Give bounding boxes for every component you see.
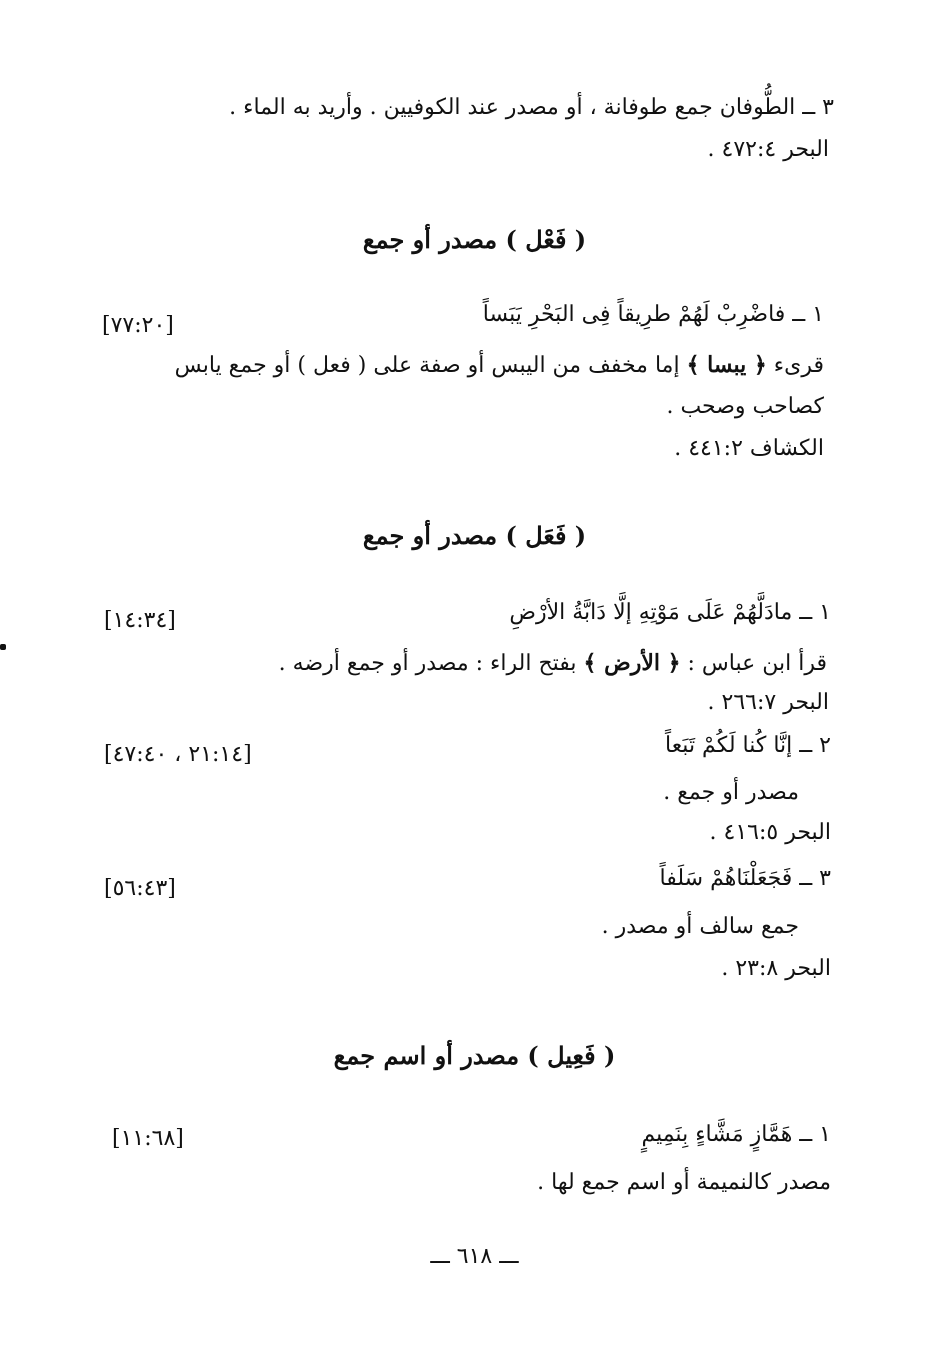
verse-dabbat-al-ard-ref: [١٤:٣٤]: [104, 608, 176, 633]
quoted-word-al-ard: ﴿ الأرض ﴾: [583, 650, 681, 676]
quoted-word-yabasa: ﴿ يبسا ﴾: [686, 352, 767, 378]
entry-taufan-line: ٣ ــ الطُّوفان جمع طوفانة ، أو مصدر عند الكوفيين . وأريد به الماء .: [229, 95, 834, 120]
note-al-ard-pre: قرأ ابن عباس :: [687, 651, 827, 676]
source-bahr-3: البحر ٢٣:٨ .: [721, 956, 831, 981]
note-yabasan-post: إما مخفف من اليبس أو صفة على ( فعل ) أو جمع يابس: [174, 353, 680, 378]
section-heading-faal: ( فَعَل ) مصدر أو جمع: [362, 521, 587, 550]
source-bahr-1: البحر ٢٦٦:٧ .: [707, 690, 829, 715]
page-number: ـــ ٦١٨ ـــ: [430, 1244, 519, 1269]
verse-tabaan-ref: [٢١:١٤ ، ٤٧:٤٠]: [104, 742, 252, 767]
verse-dabbat-al-ard: ١ ــ مادَلَّهُمْ عَلَى مَوْتِهِ إلَّا دَابَّةُ الأرْضِ: [509, 600, 831, 625]
entry-taufan-source: البحر ٤٧٢:٤ .: [707, 137, 829, 162]
verse-yabasan: ١ ــ فاضْرِبْ لَهُمْ طرِيقاً فِى البَحْرِ يَبَساً: [482, 302, 824, 327]
note-yabasan-line2: كصاحب وصحب .: [666, 394, 824, 419]
source-kashshaf: الكشاف ٤٤١:٢ .: [674, 436, 824, 461]
scan-edge-mark: [0, 644, 6, 650]
note-al-ard: [279, 648, 827, 679]
note-yabasan-line1: [175, 350, 824, 381]
verse-tabaan: ٢ ــ إنَّا كُنا لَكُمْ تَبَعاً: [664, 733, 831, 758]
section-heading-fail: ( فَعِيل ) مصدر أو اسم جمع: [333, 1041, 616, 1070]
verse-namim: ١ ــ هَمَّازٍ مَشَّاءٍ بِنَمِيمٍ: [641, 1122, 831, 1147]
verse-salafan-ref: [٥٦:٤٣]: [104, 876, 176, 901]
note-al-ard-post: بفتح الراء : مصدر أو جمع أرضه .: [278, 651, 577, 676]
section-heading-fal: ( فَعْل ) مصدر أو جمع: [362, 225, 587, 254]
source-bahr-2: البحر ٤١٦:٥ .: [709, 820, 831, 845]
note-salafan: جمع سالف أو مصدر .: [601, 914, 799, 939]
verse-yabasan-ref: [٧٧:٢٠]: [102, 313, 174, 338]
verse-namim-ref: [١١:٦٨]: [112, 1126, 184, 1151]
note-tabaan: مصدر أو جمع .: [663, 780, 799, 805]
note-namim: مصدر كالنميمة أو اسم جمع لها .: [537, 1170, 831, 1195]
verse-salafan: ٣ ــ فَجَعَلْنَاهُمْ سَلَفاً: [659, 866, 831, 891]
note-yabasan-pre: قرىء: [773, 353, 824, 378]
